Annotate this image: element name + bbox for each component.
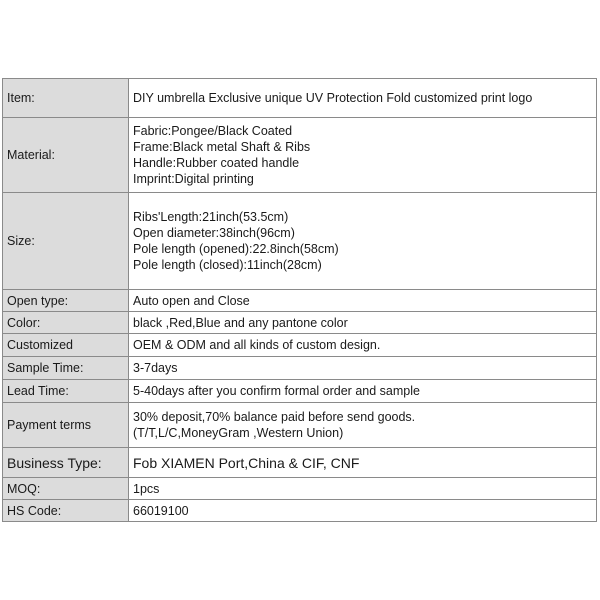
value-line: 3-7days bbox=[133, 361, 178, 375]
row-value-moq bbox=[129, 478, 597, 500]
value-line: Pole length (opened):22.8inch(58cm) bbox=[133, 242, 339, 256]
row-value-payment-terms bbox=[129, 403, 597, 448]
value-line: Ribs'Length:21inch(53.5cm) bbox=[133, 210, 289, 224]
table-row bbox=[3, 193, 597, 290]
table-row bbox=[3, 312, 597, 334]
table-row bbox=[3, 380, 597, 403]
row-value-customized bbox=[129, 334, 597, 357]
row-value-hs-code bbox=[129, 500, 597, 522]
table-row bbox=[3, 478, 597, 500]
spec-table bbox=[2, 78, 597, 522]
row-value-material bbox=[129, 118, 597, 193]
row-value-open-type bbox=[129, 290, 597, 312]
table-row bbox=[3, 448, 597, 478]
value-line: Frame:Black metal Shaft & Ribs bbox=[133, 140, 311, 154]
value-line: Auto open and Close bbox=[133, 293, 250, 308]
row-value-sample-time bbox=[129, 357, 597, 380]
table-row bbox=[3, 334, 597, 357]
row-label-size: Size: bbox=[3, 193, 129, 290]
table-row bbox=[3, 357, 597, 380]
row-label-business-type: Business Type: bbox=[3, 448, 129, 478]
table-row bbox=[3, 79, 597, 118]
value-line: Open diameter:38inch(96cm) bbox=[133, 226, 295, 240]
table-row bbox=[3, 290, 597, 312]
value-line: Handle:Rubber coated handle bbox=[133, 156, 300, 170]
value-line: Fob XIAMEN Port,China & CIF, CNF bbox=[133, 454, 360, 471]
row-label-hs-code: HS Code: bbox=[3, 500, 129, 522]
row-value-item bbox=[129, 79, 597, 118]
row-label-open-type: Open type: bbox=[3, 290, 129, 312]
value-line: OEM & ODM and all kinds of custom design. bbox=[133, 338, 381, 352]
row-value-lead-time bbox=[129, 380, 597, 403]
row-label-material: Material: bbox=[3, 118, 129, 193]
value-line: 66019100 bbox=[133, 503, 189, 518]
value-line: Pole length (closed):11inch(28cm) bbox=[133, 258, 322, 272]
row-label-color: Color: bbox=[3, 312, 129, 334]
row-value-size bbox=[129, 193, 597, 290]
table-row bbox=[3, 500, 597, 522]
table-row bbox=[3, 403, 597, 448]
value-line: black ,Red,Blue and any pantone color bbox=[133, 315, 348, 330]
value-line: 1pcs bbox=[133, 481, 160, 496]
value-line: Fabric:Pongee/Black Coated bbox=[133, 124, 293, 138]
row-label-item: Item: bbox=[3, 79, 129, 118]
value-line: 5-40days after you confirm formal order and sample bbox=[133, 384, 420, 398]
value-line: Imprint:Digital printing bbox=[133, 172, 254, 186]
row-label-customized: Customized bbox=[3, 334, 129, 357]
row-label-lead-time: Lead Time: bbox=[3, 380, 129, 403]
row-label-sample-time: Sample Time: bbox=[3, 357, 129, 380]
row-label-moq: MOQ: bbox=[3, 478, 129, 500]
row-value-color bbox=[129, 312, 597, 334]
value-line: 30% deposit,70% balance paid before send goods. bbox=[133, 410, 416, 424]
value-line: (T/T,L/C,MoneyGram ,Western Union) bbox=[133, 426, 344, 440]
row-value-business-type bbox=[129, 448, 597, 478]
table-row bbox=[3, 118, 597, 193]
value-line: DIY umbrella Exclusive unique UV Protection Fold customized print logo bbox=[133, 91, 533, 105]
row-label-payment-terms: Payment terms bbox=[3, 403, 129, 448]
